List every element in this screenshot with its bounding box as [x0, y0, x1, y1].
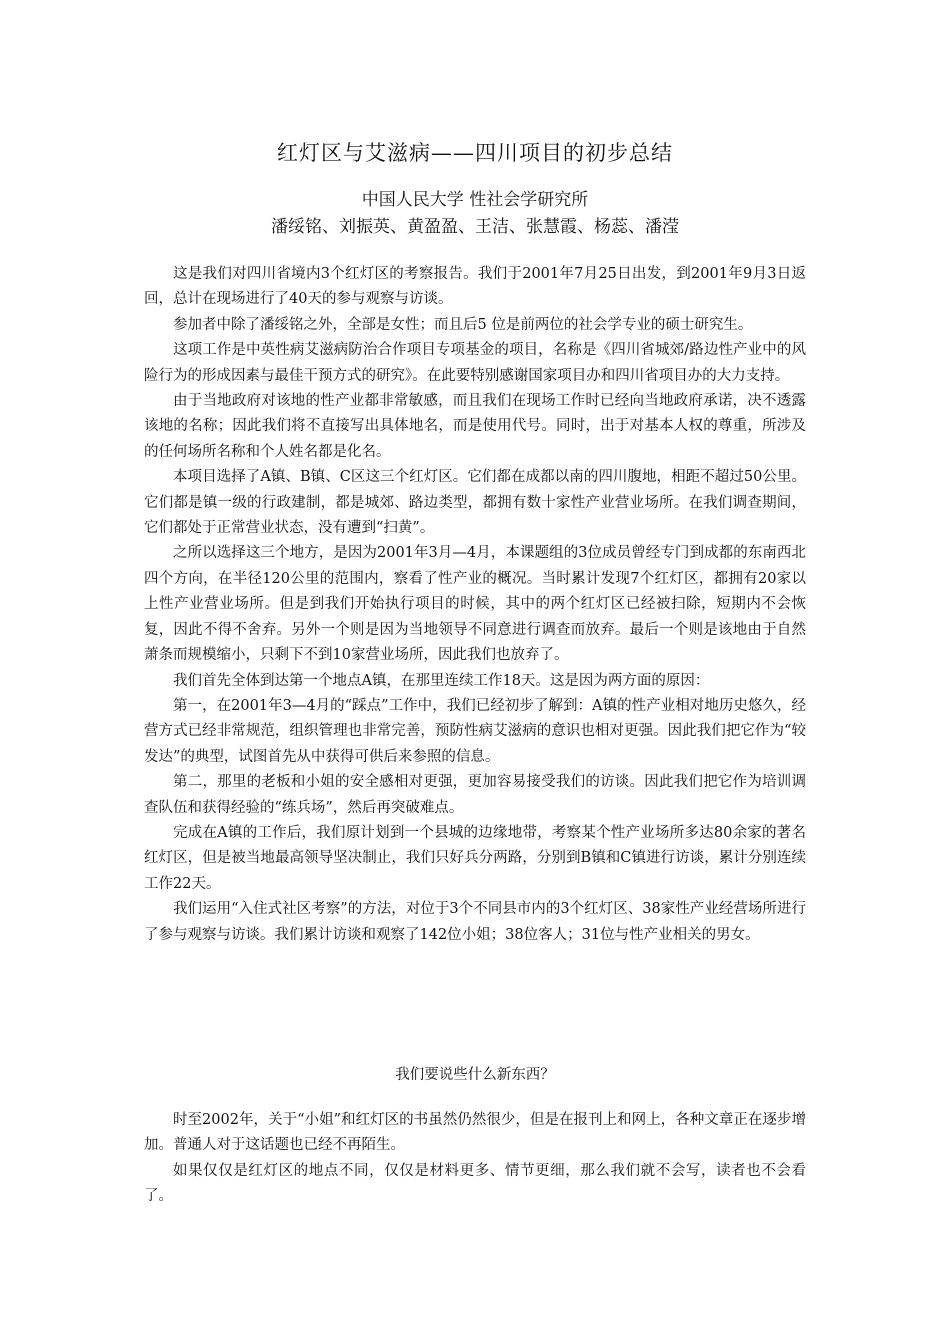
- document-title: 红灯区与艾滋病——四川项目的初步总结: [277, 141, 673, 165]
- section-body: [144, 1108, 806, 1210]
- paragraph: 这是我们对四川省境内3个红灯区的考察报告。我们于2001年7月25日出发，到2001年9月3日返回，总计在现场进行了40天的参与观察与访谈。: [144, 266, 806, 308]
- paragraph: 时至2002年，关于“小姐”和红灯区的书虽然仍然很少，但是在报刊上和网上，各种文章正在逐步增加。普通人对于这话题也已经不再陌生。: [144, 1112, 806, 1154]
- section-heading: 我们要说些什么新东西？: [395, 1067, 555, 1083]
- paragraph: 第二，那里的老板和小姐的安全感相对更强，更加容易接受我们的访谈。因此我们把它作为培训调查队伍和获得经验的“练兵场”，然后再突破难点。: [144, 774, 806, 816]
- paragraph: 第一，在2001年3—4月的“踩点”工作中，我们已经初步了解到：A镇的性产业相对地历史悠久，经营方式已经非常规范，组织管理也非常完善，预防性病艾滋病的意识也相对更强。因此我们把它作为“较发达”的典型，试图首先从中获得可供后来参照的信息。: [144, 697, 806, 765]
- paragraph: 我们运用“入住式社区考察”的方法，对位于3个不同县市内的3个红灯区、38家性产业经营场所进行了参与观察与访谈。我们累计访谈和观察了142位小姐；38位客人；31位与性产业相关的男女。: [144, 901, 806, 943]
- paragraph: 之所以选择这三个地方，是因为2001年3月—4月，本课题组的3位成员曾经专门到成都的东南西北四个方向，在半径120公里的范围内，察看了性产业的概况。当时累计发现7个红灯区，都拥有20家以上性产业营业场所。但是到我们开始执行项目的时候，其中的两个红灯区已经被扫除，短期内不会恢复，因此不得不舍弃。另外一个则是因为当地领导不同意进行调查而放弃。最后一个则是该地由于自然萧条而规模缩小，只剩下不到10家营业场所，因此我们也放弃了。: [144, 545, 806, 664]
- author-affiliation: 中国人民大学 性社会学研究所: [361, 190, 589, 210]
- author-list: 潘绥铭、刘振英、黄盈盈、王洁、张慧霞、杨蕊、潘滢: [271, 217, 679, 237]
- paragraph: 完成在A镇的工作后，我们原计划到一个县城的边缘地带，考察某个性产业场所多达80余家的著名红灯区，但是被当地最高领导坚决制止，我们只好兵分两路，分别到B镇和C镇进行访谈，累计分别连续工作22天。: [144, 824, 806, 892]
- report-body: [144, 262, 806, 948]
- paragraph: 由于当地政府对该地的性产业都非常敏感，而且我们在现场工作时已经向当地政府承诺，决不透露该地的名称；因此我们将不直接写出具体地名，而是使用代号。同时，出于对基本人权的尊重，所涉及的任何场所名称和个人姓名都是化名。: [144, 393, 806, 460]
- paragraph: 这项工作是中英性病艾滋病防治合作项目专项基金的项目，名称是《四川省城郊/路边性产业中的风险行为的形成因素与最佳干预方式的研究》。在此要特别感谢国家项目办和四川省项目办的大力支持。: [144, 342, 806, 384]
- paragraph: 参加者中除了潘绥铭之外，全部是女性；而且后5 位是前两位的社会学专业的硕士研究生。: [173, 316, 753, 333]
- paragraph: 我们首先全体到达第一个地点A镇，在那里连续工作18天。这是因为两方面的原因：: [173, 672, 710, 689]
- paragraph: 如果仅仅是红灯区的地点不同，仅仅是材料更多、情节更细，那么我们就不会写，读者也不会看了。: [144, 1162, 806, 1205]
- paragraph: 本项目选择了A镇、B镇、C区这三个红灯区。它们都在成都以南的四川腹地，相距不超过50公里。它们都是镇一级的行政建制，都是城郊、路边类型，都拥有数十家性产业营业场所。在我们调查期间，它们都处于正常营业状态，没有遭到“扫黄”。: [144, 469, 806, 537]
